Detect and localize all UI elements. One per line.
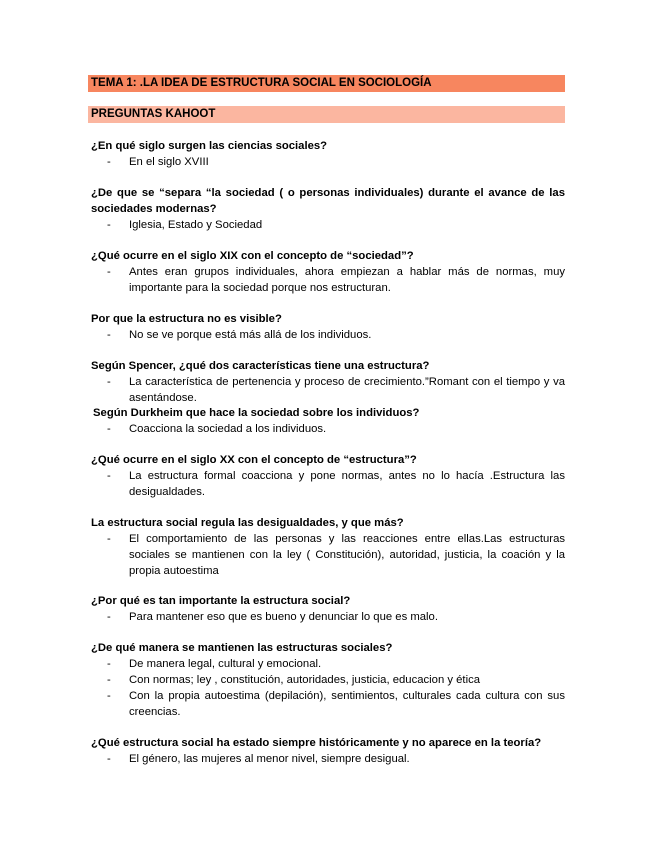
question-6: Según Durkheim que hace la sociedad sobre los individuos? [93, 407, 420, 419]
answer-1: - En el siglo XVIII [107, 156, 209, 168]
answer-4: - No se ve porque está más allá de los individuos. [107, 329, 372, 341]
answer-11: - El género, las mujeres al menor nivel, siempre desigual. [107, 753, 410, 765]
answer-6: - Coacciona la sociedad a los individuos. [107, 423, 327, 435]
answer-10-3: - Con la propia autoestima (depilación), sentimientos, culturales cada cultura con sus creencias. [107, 690, 565, 718]
answer-3: - Antes eran grupos individuales, ahora empiezan a hablar más de normas, muy importante para la sociedad porque nos estructuran. [107, 266, 565, 294]
answer-10-1: - De manera legal, cultural y emocional. [107, 658, 322, 670]
section-heading: PREGUNTAS KAHOOT [88, 106, 565, 123]
question-1: ¿En qué siglo surgen las ciencias sociales? [91, 140, 328, 152]
question-2: ¿De que se “separa “la sociedad ( o personas individuales) durante el avance de las sociedades modernas? [91, 187, 565, 215]
answer-2: - Iglesia, Estado y Sociedad [107, 219, 263, 231]
question-11: ¿Qué estructura social ha estado siempre históricamente y no aparece en la teoría? [91, 737, 542, 749]
answer-8: - El comportamiento de las personas y las reacciones entre ellas.Las estructuras sociales se mantienen con la ley ( Constitución), autoridad, justicia, la coación y la propia autoestima [107, 533, 565, 577]
answer-10-2: - Con normas; ley , constitución, autoridades, justicia, educacion y ética [107, 674, 481, 686]
question-5: Según Spencer, ¿qué dos características tiene una estructura? [91, 360, 430, 372]
question-4: Por que la estructura no es visible? [91, 313, 282, 325]
question-8: La estructura social regula las desigualdades, y que más? [91, 517, 404, 529]
answer-7: - La estructura formal coacciona y pone normas, antes no lo hacía .Estructura las desigualdades. [107, 470, 565, 498]
answer-9: - Para mantener eso que es bueno y denunciar lo que es malo. [107, 611, 438, 623]
document-title: TEMA 1: .LA IDEA DE ESTRUCTURA SOCIAL EN SOCIOLOGÍA [88, 75, 565, 92]
answer-5: - La característica de pertenencia y proceso de crecimiento.”Romant con el tiempo y va asentándose. [107, 376, 565, 404]
question-10: ¿De qué manera se mantienen las estructuras sociales? [91, 642, 393, 654]
question-3: ¿Qué ocurre en el siglo XIX con el concepto de “sociedad”? [91, 250, 414, 262]
question-7: ¿Qué ocurre en el siglo XX con el concepto de “estructura”? [91, 454, 417, 466]
question-9: ¿Por qué es tan importante la estructura social? [91, 595, 351, 607]
